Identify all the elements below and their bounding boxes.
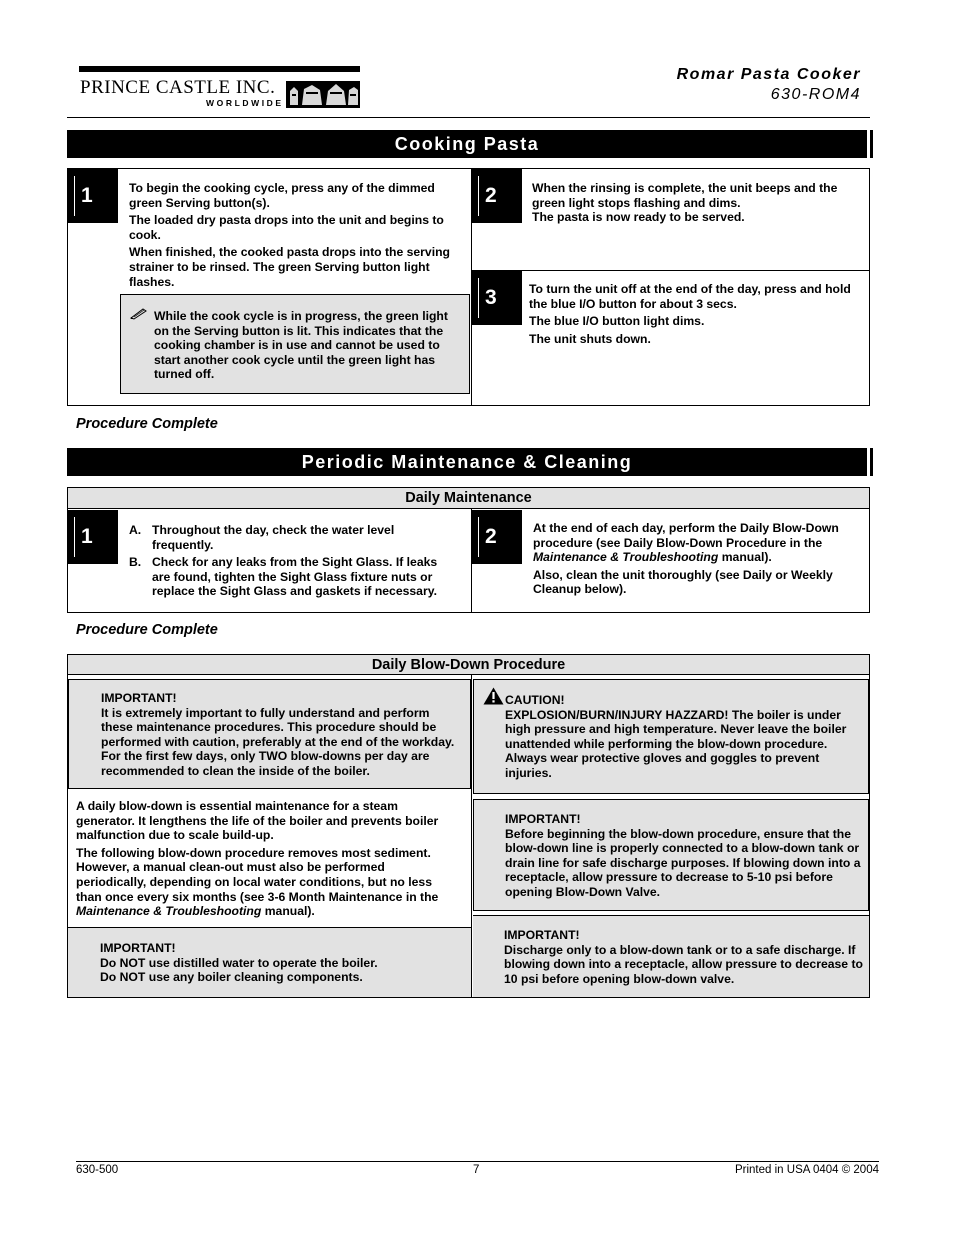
cooking-note-text: While the cook cycle is in progress, the green light on the Serving button is lit. This indicates that the cooking chamber is in use and cannot be used to start another cook cycle until the green light has turned off. xyxy=(154,309,448,382)
important-box-4 xyxy=(473,915,869,997)
cooking-note-box xyxy=(120,294,470,394)
daily-step-2-text xyxy=(533,521,855,597)
cooking-step-1-p2: The loaded dry pasta drops into the unit and begins to cook. xyxy=(129,213,444,242)
company-logo-text: PRINCE CASTLE INC. xyxy=(80,77,276,98)
model-number: 630-ROM4 xyxy=(770,86,861,103)
pencil-note-icon xyxy=(130,307,148,320)
cooking-step-3-text xyxy=(529,282,865,346)
product-title: Romar Pasta Cooker xyxy=(676,66,861,83)
cooking-step-2-text xyxy=(532,181,852,225)
item-b-text: Check for any leaks from the Sight Glass. If leaks are found, tighten the Sight Glass fixture nuts or replace the Sight Glass and gaskets if necessary. xyxy=(152,555,438,599)
important-box-2 xyxy=(68,927,471,997)
section-title-maintenance: Periodic Maintenance & Cleaning xyxy=(67,448,870,476)
important-2-line-1: Do NOT use distilled water to operate the boiler. xyxy=(100,955,378,970)
item-a-label: A. xyxy=(129,523,142,537)
cooking-step-3-p2: The blue I/O button light dims. xyxy=(529,314,705,329)
caution-body: EXPLOSION/BURN/INJURY HAZZARD! The boiler is under high pressure and high temperature. Never leave the boiler unattended while performing the blow-down procedure. Always wear protective gloves and goggles to prevent injuries. xyxy=(505,707,847,780)
cooking-step-2-p1: When the rinsing is complete, the unit beeps and the green light stops flashing and dims. xyxy=(532,181,838,210)
daily-step-1-item-a xyxy=(129,523,464,552)
important-1-text xyxy=(101,691,461,779)
footer-printed: Printed in USA 0404 © 2004 xyxy=(734,1164,879,1176)
important-box-3 xyxy=(473,799,869,911)
daily-step-2-p1: At the end of each day, perform the Daily Blow-Down procedure (see Daily Blow-Down Procedure in the Maintenance & Troubleshooting manual). xyxy=(533,521,839,565)
step-number-2: 2 xyxy=(472,169,522,223)
step-number-3: 3 xyxy=(472,271,522,325)
header-divider xyxy=(67,117,870,118)
cooking-step-1-p1: To begin the cooking cycle, press any of the dimmed green Serving button(s). xyxy=(129,181,435,210)
footer-divider xyxy=(76,1161,879,1162)
important-2-text xyxy=(100,941,460,985)
caution-text xyxy=(505,693,865,781)
procedure-complete-1: Procedure Complete xyxy=(76,416,218,432)
section-title-cooking: Cooking Pasta xyxy=(67,130,870,158)
daily-step-1-text xyxy=(129,523,464,599)
important-3-label: IMPORTANT! xyxy=(505,812,581,826)
important-3-text xyxy=(505,812,865,900)
important-3-body: Before beginning the blow-down procedure, ensure that the blow-down line is properly connected to a blow-down tank or drain line for safe discharge purposes. If blowing down into a receptacle, allow pressure to decrease to 5-10 psi before opening Blow-Down Valve. xyxy=(505,826,861,899)
important-2-label: IMPORTANT! xyxy=(100,941,176,955)
important-4-label: IMPORTANT! xyxy=(504,928,580,942)
procedure-complete-2: Procedure Complete xyxy=(76,622,218,638)
castle-logo-icon xyxy=(286,81,360,108)
cooking-row-divider xyxy=(471,270,870,271)
item-b-label: B. xyxy=(129,555,142,570)
footer-page-number: 7 xyxy=(473,1164,480,1176)
warning-triangle-icon xyxy=(483,687,504,705)
blowdown-intro-p1: A daily blow-down is essential maintenance for a steam generator. It lengthens the life of the boiler and prevents boiler malfunction due to scale build-up. xyxy=(76,799,439,843)
cooking-step-3-p1: To turn the unit off at the end of the day, press and hold the blue I/O button for about 3 secs. xyxy=(529,282,851,311)
blowdown-intro-p2: The following blow-down procedure removes most sediment. However, a manual clean-out must also be performed periodically, depending on local water conditions, but no less than once every six months (see 3-6 Month Maintenance in the Maintenance & Troubleshooting manual). xyxy=(76,845,439,919)
daily-step-number-1: 1 xyxy=(68,510,118,564)
important-2-line-2: Do NOT use any boiler cleaning components. xyxy=(100,970,363,985)
daily-step-2-p2: Also, clean the unit thoroughly (see Daily or Weekly Cleanup below). xyxy=(533,567,833,597)
caution-box xyxy=(473,679,869,794)
daily-step-number-2: 2 xyxy=(472,510,522,564)
logo-bar xyxy=(79,66,360,72)
cooking-step-1-text xyxy=(129,181,462,289)
important-1-body: It is extremely important to fully understand and perform these maintenance procedures. This procedure should be performed with caution, preferably at the end of the workday. For the first few days, only TWO blow-downs per day are recommended to clean the inside of the boiler. xyxy=(101,705,455,778)
footer-doc-number: 630-500 xyxy=(76,1164,119,1176)
step-number-1: 1 xyxy=(68,169,118,223)
important-4-body: Discharge only to a blow-down tank or to a safe discharge. If blowing down into a receptacle, allow pressure to decrease to 10 psi before opening blow-down valve. xyxy=(504,942,863,986)
item-a-text: Throughout the day, check the water level frequently. xyxy=(152,523,395,552)
cooking-step-2-p2: The pasta is now ready to be served. xyxy=(532,210,745,225)
blowdown-column-divider xyxy=(471,675,472,998)
cooking-step-3-p3: The unit shuts down. xyxy=(529,331,651,346)
blowdown-intro xyxy=(76,799,456,919)
important-box-1 xyxy=(68,679,471,789)
important-4-text xyxy=(504,928,864,986)
caution-label: CAUTION! xyxy=(505,693,565,707)
blowdown-heading: Daily Blow-Down Procedure xyxy=(68,655,869,675)
cooking-step-1-p3: When finished, the cooked pasta drops into the serving strainer to be rinsed. The green Serving button light flashes. xyxy=(129,245,450,289)
important-1-label: IMPORTANT! xyxy=(101,691,177,705)
daily-step-1-item-b xyxy=(129,555,464,599)
company-logo-subtitle: WORLDWIDE xyxy=(206,98,284,108)
daily-maintenance-heading: Daily Maintenance xyxy=(68,488,869,509)
